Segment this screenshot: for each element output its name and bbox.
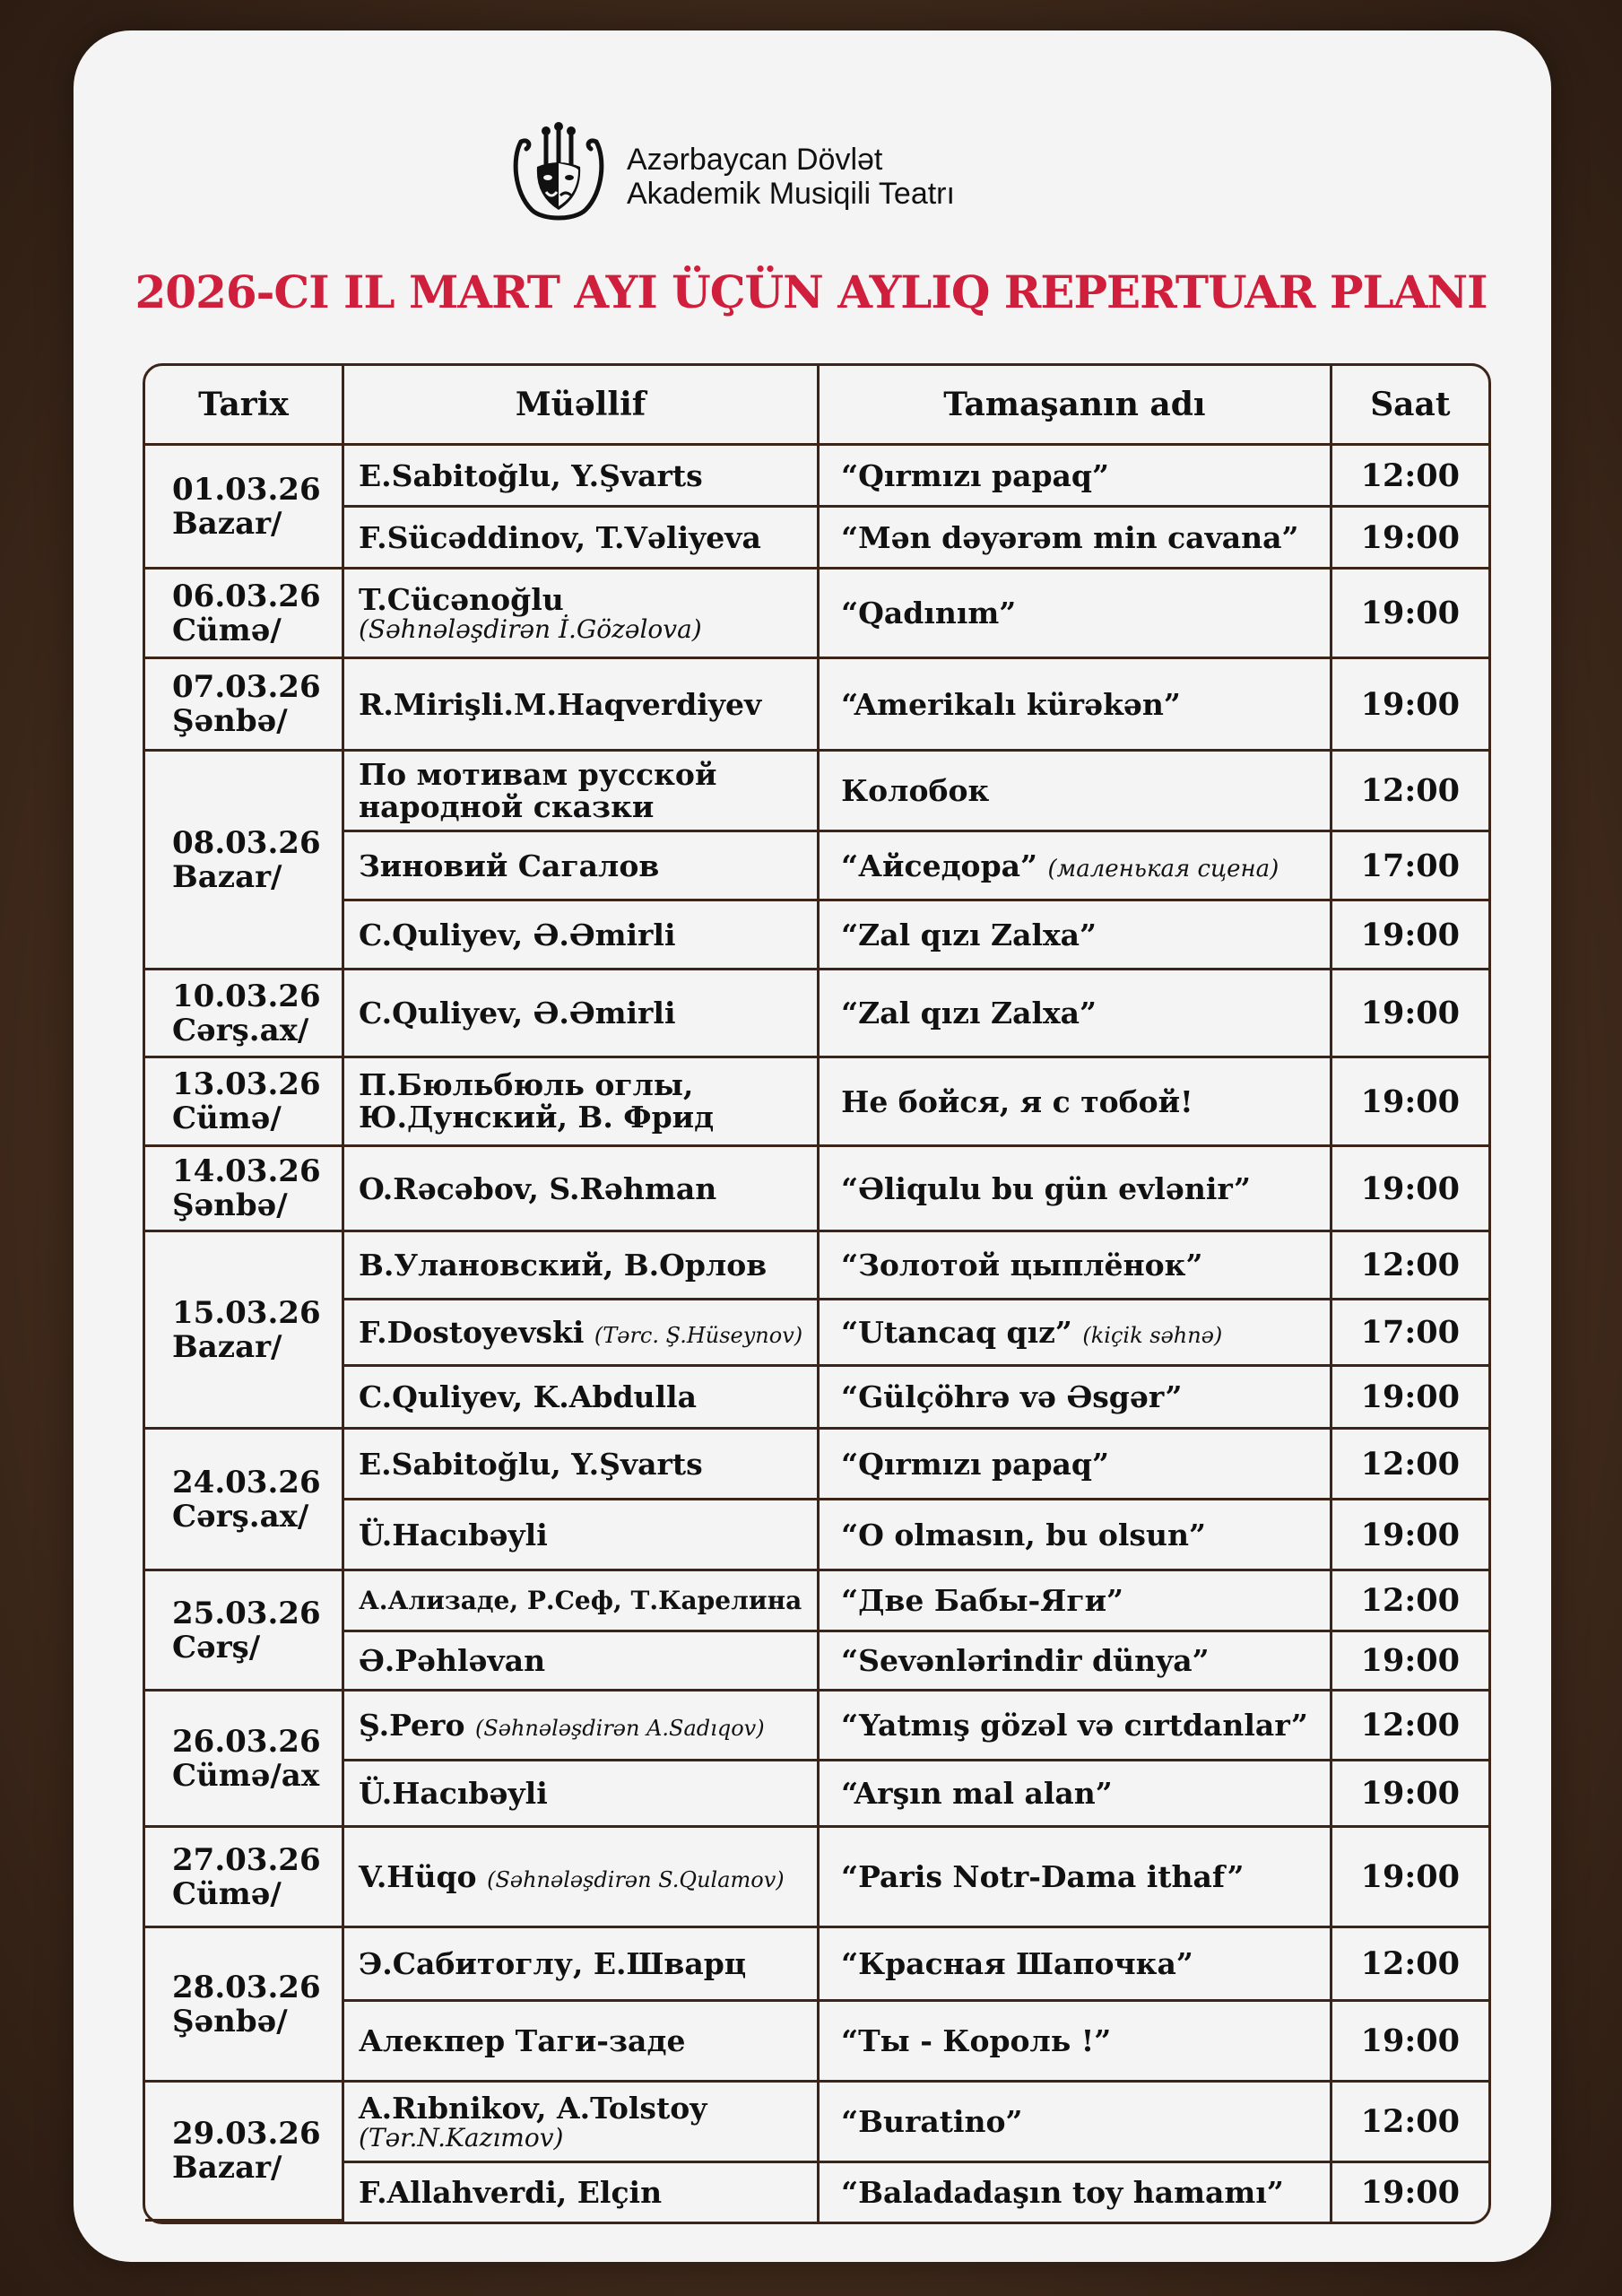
time-cell: 12:00	[1332, 1692, 1488, 1761]
author-cell: C.Quliyev, Ə.Əmirli	[344, 970, 820, 1058]
date-cell: 26.03.26 Cümə/ax	[145, 1692, 344, 1828]
page-title: 2026-CI IL MART AYI ÜÇÜN AYLIQ REPERTUAR PLANI	[134, 265, 1488, 318]
time-cell: 12:00	[1332, 1571, 1488, 1632]
show-cell: “Əliqulu bu gün evlənir”	[820, 1147, 1332, 1232]
time-cell: 17:00	[1332, 832, 1488, 901]
table-row	[145, 752, 1488, 832]
time-cell: 12:00	[1332, 1430, 1488, 1500]
author-cell: E.Sabitoğlu, Y.Şvarts	[344, 446, 820, 508]
date-cell: 06.03.26 Cümə/	[145, 570, 344, 659]
table-row	[145, 1500, 1488, 1571]
repertoire-table	[143, 363, 1491, 2224]
time-cell: 19:00	[1360, 2174, 1460, 2211]
show-cell: “Красная Шапочка”	[820, 1928, 1332, 2002]
time-cell: 19:00	[1332, 659, 1488, 752]
date-cell: 15.03.26 Bazar/	[145, 1232, 344, 1430]
table-row	[145, 1761, 1488, 1828]
author-cell: F.Dostoyevski (Tərc. Ş.Hüseynov)	[344, 1300, 820, 1367]
time-cell: 19:00	[1332, 1367, 1488, 1430]
show-cell: Колобок	[820, 752, 1332, 832]
time-cell: 12:00	[1332, 1928, 1488, 2002]
author-cell: В.Улановский, В.Орлов	[344, 1232, 820, 1300]
time-cell: 19:00	[1332, 1828, 1488, 1928]
time-cell: 19:00	[1332, 901, 1488, 970]
author-cell: O.Rəcəbov, S.Rəhman	[344, 1147, 820, 1232]
time-cell: 19:00	[1332, 2002, 1488, 2083]
table-row	[145, 1828, 1488, 1928]
time-cell: 19:00	[1332, 1058, 1488, 1147]
author-cell: Зиновий Сагалов	[344, 832, 820, 901]
date-cell: 14.03.26 Şənbə/	[145, 1147, 344, 1232]
author-cell: Ü.Hacıbəyli	[344, 1761, 820, 1828]
author-note: (Tər.N.Kazımov)	[358, 2122, 564, 2152]
table-row	[145, 1632, 1488, 1692]
table-row	[145, 508, 1488, 570]
show-cell: “Qadınım”	[820, 570, 1332, 659]
date-cell: 29.03.26 Bazar/	[145, 2083, 344, 2222]
show-cell: Не бойся, я с тобой!	[820, 1058, 1332, 1147]
table-row	[145, 1430, 1488, 1500]
table-row	[145, 2163, 1488, 2222]
time-cell: 19:00	[1332, 508, 1488, 570]
time-cell: 19:00	[1332, 1147, 1488, 1232]
show-cell: “Айседора” (маленькая сцена)	[820, 832, 1332, 901]
author-cell: По мотивам русской народной сказки	[344, 752, 820, 832]
author-cell: А.Ализаде, Р.Сеф, Т.Карелина	[344, 1571, 820, 1632]
table-row	[145, 1928, 1488, 2002]
author-cell: Алекпер Таги-заде	[344, 2002, 820, 2083]
show-cell: “Ты - Король !”	[820, 2002, 1332, 2083]
time-cell: 12:00	[1332, 752, 1488, 832]
show-cell: “Buratino”	[820, 2083, 1332, 2163]
column-header-author: Müəllif	[344, 366, 820, 446]
show-cell: “Utancaq qız” (kiçik səhnə)	[820, 1300, 1332, 1367]
author-cell: Ü.Hacıbəyli	[344, 1500, 820, 1571]
show-cell: “Amerikalı kürəkən”	[820, 659, 1332, 752]
time-cell: 12:00	[1332, 2083, 1488, 2163]
table-row	[145, 570, 1488, 659]
author-cell: F.Sücəddinov, T.Vəliyeva	[344, 508, 820, 570]
time-cell: 12:00	[1332, 446, 1488, 508]
show-cell: “Две Бабы-Яги”	[820, 1571, 1332, 1632]
show-cell: “Золотой цыплёнок”	[820, 1232, 1332, 1300]
author-cell: Ş.Pero (Səhnələşdirən A.Sadıqov)	[344, 1692, 820, 1761]
show-cell: “Qırmızı papaq”	[820, 1430, 1332, 1500]
author-cell: C.Quliyev, Ə.Əmirli	[344, 901, 820, 970]
show-cell: “O olmasın, bu olsun”	[820, 1500, 1332, 1571]
table-row	[145, 1692, 1488, 1761]
author-note: (Səhnələşdirən A.Sadıqov)	[474, 1716, 765, 1741]
date-cell: 13.03.26 Cümə/	[145, 1058, 344, 1147]
author-cell: E.Sabitoğlu, Y.Şvarts	[344, 1430, 820, 1500]
author-note: (Tərc. Ş.Hüseynov)	[594, 1323, 803, 1348]
theatre-lyre-mask-icon	[505, 122, 612, 231]
show-cell: “Baladadaşın toy hamamı”	[820, 2163, 1332, 2222]
table-row	[145, 659, 1488, 752]
author-cell: T.Cücənoğlu (Səhnələşdirən İ.Gözəlova)	[344, 570, 820, 659]
show-cell: “Qırmızı papaq”	[820, 446, 1332, 508]
org-name-line1: Azərbaycan Dövlət	[627, 143, 883, 177]
table-row	[145, 2083, 1488, 2163]
show-note: (kiçik səhnə)	[1082, 1323, 1223, 1348]
table-row	[145, 1058, 1488, 1147]
show-note: (маленькая сцена)	[1047, 855, 1279, 883]
author-note: (Səhnələşdirən S.Qulamov)	[487, 1867, 785, 1892]
table-row	[145, 901, 1488, 970]
date-cell: 24.03.26 Cərş.ax/	[145, 1430, 344, 1571]
author-cell: П.Бюльбюль оглы, Ю.Дунский, В. Фрид	[344, 1058, 820, 1147]
date-cell: 25.03.26 Cərş/	[145, 1571, 344, 1692]
show-cell: “Sevənlərindir dünya”	[820, 1632, 1332, 1692]
table-row	[145, 970, 1488, 1058]
table-row	[145, 1571, 1488, 1632]
author-cell: V.Hüqo (Səhnələşdirən S.Qulamov)	[344, 1828, 820, 1928]
show-cell: “Mən dəyərəm min cavana”	[820, 508, 1332, 570]
date-cell: 10.03.26 Cərş.ax/	[145, 970, 344, 1058]
show-cell: “Arşın mal alan”	[820, 1761, 1332, 1828]
time-cell: 19:00	[1332, 970, 1488, 1058]
show-cell: “Zal qızı Zalxa”	[820, 970, 1332, 1058]
author-cell: Ə.Pəhləvan	[344, 1632, 820, 1692]
author-cell: Э.Сабитоглу, Е.Шварц	[344, 1928, 820, 2002]
table-row	[145, 1147, 1488, 1232]
table-header-row	[145, 366, 1488, 446]
time-cell: 19:00	[1332, 570, 1488, 659]
table-row	[145, 1300, 1488, 1367]
author-cell: R.Mirişli.M.Haqverdiyev	[344, 659, 820, 752]
author-cell: A.Rıbnikov, A.Tolstoy (Tər.N.Kazımov)	[344, 2083, 820, 2163]
column-header-date: Tarix	[145, 366, 344, 446]
table-row	[145, 832, 1488, 901]
date-cell: 01.03.26 Bazar/	[145, 446, 344, 570]
show-cell: “Paris Notr-Dama ithaf”	[820, 1828, 1332, 1928]
column-header-time: Saat	[1332, 366, 1488, 446]
time-cell: 19:00	[1332, 1761, 1488, 1828]
table-row	[145, 446, 1488, 508]
table-row	[145, 2002, 1488, 2083]
time-cell: 19:00	[1332, 1632, 1488, 1692]
show-cell: “Yatmış gözəl və cırtdanlar”	[820, 1692, 1332, 1761]
column-header-show: Tamaşanın adı	[820, 366, 1332, 446]
table-row	[145, 1367, 1488, 1430]
theatre-logo	[505, 114, 989, 239]
time-cell: 12:00	[1332, 1232, 1488, 1300]
time-cell: 19:00	[1332, 1500, 1488, 1571]
show-cell: “Gülçöhrə və Əsgər”	[820, 1367, 1332, 1430]
show-cell: “Zal qızı Zalxa”	[820, 901, 1332, 970]
org-name-line2: Akademik Musiqili Teatrı	[627, 177, 955, 211]
author-cell: F.Allahverdi, Elçin	[344, 2163, 820, 2222]
author-cell: C.Quliyev, K.Abdulla	[344, 1367, 820, 1430]
time-cell: 17:00	[1332, 1300, 1488, 1367]
date-cell: 27.03.26 Cümə/	[145, 1828, 344, 1928]
author-note: (Səhnələşdirən İ.Gözəlova)	[358, 613, 702, 644]
table-row	[145, 1232, 1488, 1300]
date-cell: 08.03.26 Bazar/	[145, 752, 344, 970]
date-cell: 07.03.26 Şənbə/	[145, 659, 344, 752]
date-cell: 28.03.26 Şənbə/	[145, 1928, 344, 2083]
